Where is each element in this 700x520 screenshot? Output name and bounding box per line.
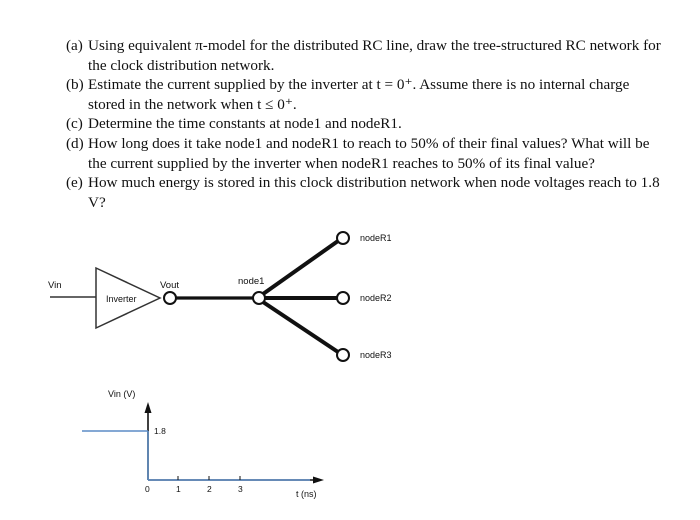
x-tick-label: 1 [176, 484, 181, 494]
question-label: (d) [66, 134, 84, 152]
node1-label: node1 [238, 276, 265, 287]
branch-r3 [263, 302, 338, 352]
x-axis-label: t (ns) [296, 489, 317, 499]
question-label: (b) [66, 76, 84, 94]
question-text: How long does it take node1 and nodeR1 to reach to 50% of their final values? What will be the current supplied by the inverter when nodeR1 reaches to 50% of its final value? [88, 134, 650, 172]
question-label: (e) [66, 174, 83, 192]
x-tick-label: 2 [207, 484, 212, 494]
question-text: How much energy is stored in this clock distribution network when node voltages reach to 1.8 V? [88, 174, 660, 211]
noder1-node [337, 232, 349, 244]
vin-label: Vin [48, 280, 62, 291]
x-tick-label: 3 [238, 484, 243, 494]
noder2-node [337, 292, 349, 304]
vout-label: Vout [160, 280, 180, 291]
question-text: Estimate the current supplied by the inverter at t = 0⁺. Assume there is no internal charge stored in the network when t ≤ 0⁺. [88, 76, 630, 113]
question-label: (a) [66, 37, 83, 54]
noder2-label: nodeR2 [360, 293, 392, 303]
y-axis-arrow-icon [145, 402, 152, 413]
inverter-label: Inverter [106, 294, 137, 304]
question-text: Using equivalent π-model for the distributed RC line, draw the tree-structured RC network for the clock distribution network. [88, 37, 661, 74]
y-axis-label: Vin (V) [108, 389, 136, 399]
x-axis-arrow-icon [313, 477, 324, 484]
vout-node [164, 292, 176, 304]
question-label: (c) [66, 115, 83, 133]
level-label: 1.8 [154, 426, 166, 436]
x-tick-label: 0 [145, 484, 150, 494]
question-text: Determine the time constants at node1 and nodeR1. [88, 115, 402, 133]
noder1-label: nodeR1 [360, 233, 392, 243]
branch-r1 [263, 241, 338, 294]
noder3-label: nodeR3 [360, 350, 392, 360]
noder3-node [337, 349, 349, 361]
